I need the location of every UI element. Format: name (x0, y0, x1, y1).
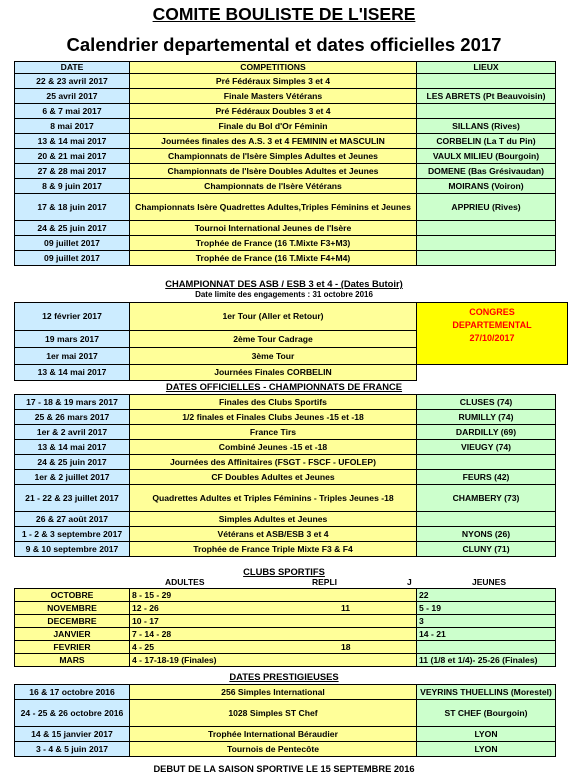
table-row (15, 395, 556, 410)
official-dates-table (14, 394, 556, 557)
competition-cell: 1er Tour (Aller et Retour) (130, 303, 417, 331)
table-row (15, 654, 556, 667)
prestigieuses-section-title: DATES PRESTIGIEUSES (229, 671, 339, 682)
competition-cell: Simples Adultes et Jeunes (130, 512, 417, 527)
lieu-cell: CLUSES (74) (417, 395, 556, 410)
document-title: COMITE BOULISTE DE L'ISERE (152, 4, 416, 24)
adultes-repli-cell (130, 654, 417, 667)
adultes-repli-cell (130, 641, 417, 654)
competition-cell: Championnats de l'Isère Doubles Adultes et Jeunes (130, 164, 417, 179)
date-cell: 6 & 7 mai 2017 (15, 104, 130, 119)
competition-cell: 3ème Tour (130, 348, 417, 365)
lieu-cell: FEURS (42) (417, 470, 556, 485)
table-row (15, 425, 556, 440)
clubs-header-repli: REPLI (312, 577, 338, 587)
competition-cell: Trophée de France (16 T.Mixte F3+M3) (130, 236, 417, 251)
competition-cell: Journées des Affinitaires (FSGT - FSCF - UFOLEP) (130, 455, 417, 470)
competition-cell: Finale Masters Vétérans (130, 89, 417, 104)
lieu-cell: CHAMBERY (73) (417, 485, 556, 512)
competition-cell: 256 Simples International (130, 685, 417, 700)
competition-cell: Championnats Isère Quadrettes Adultes,Triples Féminins et Jeunes (130, 194, 417, 221)
table-row (15, 221, 556, 236)
column-header-lieux: LIEUX (417, 62, 556, 74)
competition-cell: Trophée International Béraudier (130, 727, 417, 742)
table-row (15, 104, 556, 119)
table-row (15, 119, 556, 134)
table-row (15, 641, 556, 654)
date-cell: 13 & 14 mai 2017 (15, 365, 130, 381)
month-cell: DECEMBRE (15, 615, 130, 628)
date-cell: 8 mai 2017 (15, 119, 130, 134)
adultes-repli-cell (130, 615, 417, 628)
table-row (15, 589, 556, 602)
competition-cell: Journées Finales CORBELIN (130, 365, 417, 381)
asb-section-title: CHAMPIONNAT DES ASB / ESB 3 et 4 - (Dates Butoir) (165, 278, 403, 289)
table-row (15, 194, 556, 221)
prestigious-dates-table (14, 684, 556, 757)
competition-cell: Quadrettes Adultes et Triples Féminins - Triples Jeunes -18 (130, 485, 417, 512)
table-row (15, 700, 556, 727)
clubs-header-adultes: ADULTES (165, 577, 205, 587)
lieu-cell: LYON (417, 727, 556, 742)
date-cell: 24 - 25 & 26 octobre 2016 (15, 700, 130, 727)
table-row (15, 440, 556, 455)
table-row (15, 542, 556, 557)
column-header-competitions: COMPETITIONS (130, 62, 417, 74)
lieu-cell: LES ABRETS (Pt Beauvoisin) (417, 89, 556, 104)
congres-departemental-cell (417, 303, 568, 365)
jeunes-cell (417, 641, 556, 654)
table-row (15, 236, 556, 251)
month-cell: MARS (15, 654, 130, 667)
congres-line: CONGRES (469, 307, 515, 317)
adultes-repli-cell (130, 602, 417, 615)
lieu-cell: VAULX MILIEU (Bourgoin) (417, 149, 556, 164)
competition-cell: Trophée de France Triple Mixte F3 & F4 (130, 542, 417, 557)
officielles-section-title: DATES OFFICIELLES - CHAMPIONNATS DE FRANCE (165, 381, 403, 392)
month-cell: NOVEMBRE (15, 602, 130, 615)
lieu-cell: CORBELIN (La T du Pin) (417, 134, 556, 149)
date-cell: 25 avril 2017 (15, 89, 130, 104)
clubs-header-jeunes: JEUNES (472, 577, 507, 587)
adultes-dates: 7 - 14 - 28 (132, 628, 172, 639)
adultes-repli-cell (130, 589, 417, 602)
competition-cell: CF Doubles Adultes et Jeunes (130, 470, 417, 485)
repli-dates: 18 (341, 641, 351, 652)
adultes-repli-cell (130, 628, 417, 641)
table-row (15, 134, 556, 149)
date-cell: 25 & 26 mars 2017 (15, 410, 130, 425)
lieu-cell (417, 74, 556, 89)
lieu-cell: DOMENE (Bas Grésivaudan) (417, 164, 556, 179)
lieu-cell (417, 104, 556, 119)
date-cell: 1er & 2 avril 2017 (15, 425, 130, 440)
month-cell: JANVIER (15, 628, 130, 641)
competition-cell: Pré Fédéraux Simples 3 et 4 (130, 74, 417, 89)
departmental-calendar-table (14, 61, 556, 266)
jeunes-cell: 22 (417, 589, 556, 602)
table-row (15, 527, 556, 542)
adultes-dates: 10 - 17 (132, 615, 159, 626)
competition-cell: Finale du Bol d'Or Féminin (130, 119, 417, 134)
date-cell: 8 & 9 juin 2017 (15, 179, 130, 194)
date-cell: 09 juillet 2017 (15, 251, 130, 266)
clubs-section-title: CLUBS SPORTIFS (243, 566, 325, 577)
document-subtitle: Calendrier departemental et dates officielles 2017 (66, 34, 502, 55)
congres-line: DEPARTEMENTAL (452, 320, 532, 330)
table-row (15, 149, 556, 164)
lieu-cell (417, 251, 556, 266)
lieu-cell: LYON (417, 742, 556, 757)
clubs-sportifs-table (14, 588, 556, 667)
repli-dates: 11 (341, 602, 351, 613)
lieu-cell: MOIRANS (Voiron) (417, 179, 556, 194)
lieu-cell: APPRIEU (Rives) (417, 194, 556, 221)
date-cell: 20 & 21 mai 2017 (15, 149, 130, 164)
date-cell: 24 & 25 juin 2017 (15, 455, 130, 470)
lieu-cell: ST CHEF (Bourgoin) (417, 700, 556, 727)
lieu-cell (417, 512, 556, 527)
lieu-cell (417, 236, 556, 251)
lieu-cell: VEYRINS THUELLINS (Morestel) (417, 685, 556, 700)
adultes-dates: 4 - 17-18-19 (Finales) (132, 654, 217, 665)
clubs-header-j: J (407, 577, 412, 587)
asb-table (14, 302, 568, 381)
table-row (15, 251, 556, 266)
table-row (15, 512, 556, 527)
competition-cell: 2ème Tour Cadrage (130, 331, 417, 348)
table-row (15, 179, 556, 194)
table-row (15, 602, 556, 615)
table-row (15, 685, 556, 700)
table-row (15, 410, 556, 425)
competition-cell: 1/2 finales et Finales Clubs Jeunes -15 et -18 (130, 410, 417, 425)
table-row (15, 727, 556, 742)
date-cell: 12 février 2017 (15, 303, 130, 331)
adultes-dates: 12 - 26 (132, 602, 159, 613)
month-cell: FEVRIER (15, 641, 130, 654)
date-cell: 26 & 27 août 2017 (15, 512, 130, 527)
date-cell: 9 & 10 septembre 2017 (15, 542, 130, 557)
date-cell: 1 - 2 & 3 septembre 2017 (15, 527, 130, 542)
lieu-cell (417, 455, 556, 470)
date-cell: 1er & 2 juillet 2017 (15, 470, 130, 485)
competition-cell: Combiné Jeunes -15 et -18 (130, 440, 417, 455)
lieu-cell (417, 221, 556, 236)
table-row (15, 470, 556, 485)
competition-cell: Trophée de France (16 T.Mixte F4+M4) (130, 251, 417, 266)
date-cell: 27 & 28 mai 2017 (15, 164, 130, 179)
table-row (15, 455, 556, 470)
competition-cell: Journées finales des A.S. 3 et 4 FEMININ et MASCULIN (130, 134, 417, 149)
competition-cell: France Tirs (130, 425, 417, 440)
date-cell: 16 & 17 octobre 2016 (15, 685, 130, 700)
jeunes-cell: 5 - 19 (417, 602, 556, 615)
lieu-cell: CLUNY (71) (417, 542, 556, 557)
competition-cell: Championnats de l'Isère Vétérans (130, 179, 417, 194)
table-row (15, 365, 568, 381)
date-cell: 21 - 22 & 23 juillet 2017 (15, 485, 130, 512)
lieu-cell: VIEUGY (74) (417, 440, 556, 455)
date-cell: 1er mai 2017 (15, 348, 130, 365)
competition-cell: Vétérans et ASB/ESB 3 et 4 (130, 527, 417, 542)
date-cell: 13 & 14 mai 2017 (15, 134, 130, 149)
competition-cell: Tournois de Pentecôte (130, 742, 417, 757)
date-cell: 09 juillet 2017 (15, 236, 130, 251)
jeunes-cell: 3 (417, 615, 556, 628)
table-row (15, 628, 556, 641)
jeunes-cell: 14 - 21 (417, 628, 556, 641)
congres-line: 27/10/2017 (469, 333, 515, 343)
lieu-cell: NYONS (26) (417, 527, 556, 542)
competition-cell: Championnats de l'Isère Simples Adultes et Jeunes (130, 149, 417, 164)
asb-deadline-note: Date limite des engagements : 31 octobre 2016 (195, 290, 373, 299)
adultes-dates: 8 - 15 - 29 (132, 589, 172, 600)
date-cell: 17 - 18 & 19 mars 2017 (15, 395, 130, 410)
lieu-cell: RUMILLY (74) (417, 410, 556, 425)
lieu-cell: DARDILLY (69) (417, 425, 556, 440)
table-row (15, 74, 556, 89)
date-cell: 24 & 25 juin 2017 (15, 221, 130, 236)
date-cell: 19 mars 2017 (15, 331, 130, 348)
season-start-footer: DEBUT DE LA SAISON SPORTIVE LE 15 SEPTEMBRE 2016 (153, 764, 415, 774)
table-row (15, 303, 568, 331)
date-cell: 17 & 18 juin 2017 (15, 194, 130, 221)
lieu-cell: SILLANS (Rives) (417, 119, 556, 134)
competition-cell: 1028 Simples ST Chef (130, 700, 417, 727)
competition-cell: Pré Fédéraux Doubles 3 et 4 (130, 104, 417, 119)
table-row (15, 742, 556, 757)
month-cell: OCTOBRE (15, 589, 130, 602)
date-cell: 22 & 23 avril 2017 (15, 74, 130, 89)
date-cell: 14 & 15 janvier 2017 (15, 727, 130, 742)
competition-cell: Tournoi International Jeunes de l'Isère (130, 221, 417, 236)
table-row (15, 89, 556, 104)
adultes-dates: 4 - 25 (132, 641, 154, 652)
competition-cell: Finales des Clubs Sportifs (130, 395, 417, 410)
date-cell: 3 - 4 & 5 juin 2017 (15, 742, 130, 757)
table-row (15, 485, 556, 512)
date-cell: 13 & 14 mai 2017 (15, 440, 130, 455)
table-row (15, 615, 556, 628)
column-header-date: DATE (15, 62, 130, 74)
table-row (15, 164, 556, 179)
jeunes-cell: 11 (1/8 et 1/4)- 25-26 (Finales) (417, 654, 556, 667)
